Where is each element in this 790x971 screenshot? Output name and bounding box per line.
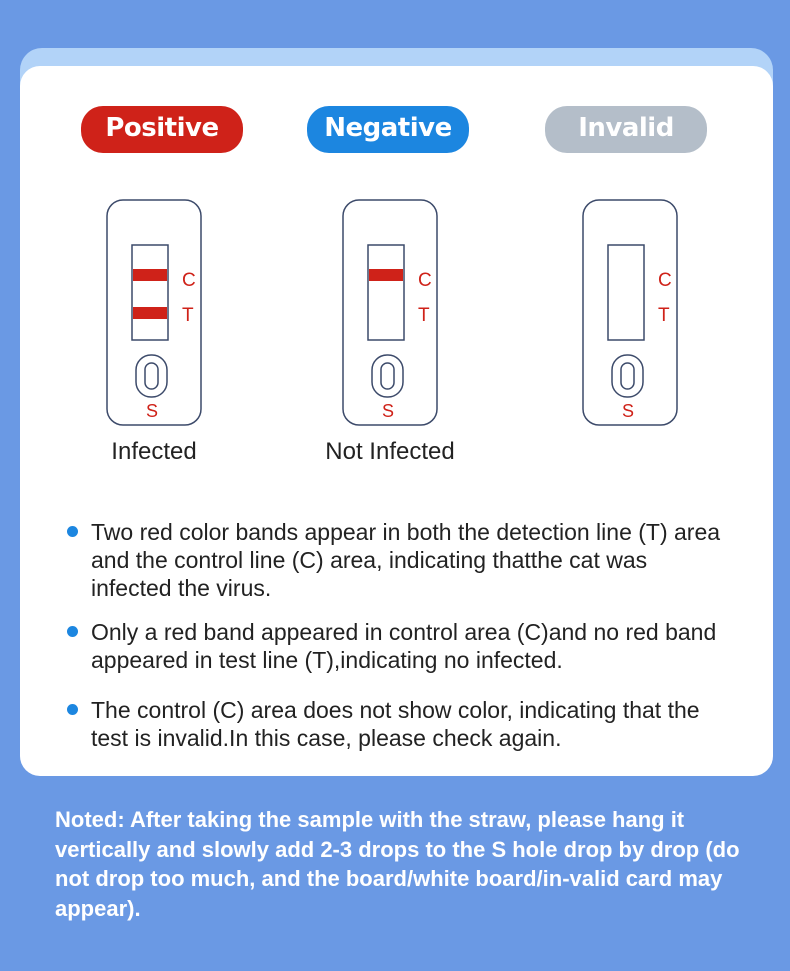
list-item — [91, 518, 731, 602]
sample-well-inner — [621, 363, 634, 389]
result-window — [368, 245, 404, 340]
explanation-list — [91, 518, 731, 768]
t-label: T — [418, 305, 430, 326]
result-badge-negative: Negative — [307, 106, 469, 153]
s-label: S — [381, 401, 395, 421]
note-text: Noted: After taking the sample with the straw, please hang it vertically and slowly add 2-3 drops to the S hole drop by drop (do not drop too much, and the board/white board/in-valid card may appear). — [55, 807, 740, 921]
c-label: C — [658, 270, 672, 291]
result-badge-invalid: Invalid — [545, 106, 707, 153]
result-window — [132, 245, 168, 340]
c-label: C — [418, 270, 432, 291]
list-item — [91, 618, 731, 674]
bullet-icon — [67, 704, 78, 715]
result-card — [20, 66, 773, 776]
sample-well-inner — [145, 363, 158, 389]
result-badge-positive: Positive — [81, 106, 243, 153]
t-label: T — [182, 305, 194, 326]
bullet-icon — [67, 626, 78, 637]
result-caption: Not Infected — [325, 438, 455, 465]
bullet-text: The control (C) area does not show color, indicating that the test is invalid.In this case, please check again. — [91, 697, 700, 751]
test-cassette — [106, 199, 202, 427]
s-label: S — [621, 401, 635, 421]
c-label: C — [182, 270, 196, 291]
test-band — [133, 307, 167, 319]
bullet-text: Only a red band appeared in control area (C)and no red band appeared in test line (T),indicating no infected. — [91, 619, 717, 673]
bullet-text: Two red color bands appear in both the detection line (T) area and the control line (C) area, indicating thatthe cat was infected the virus. — [91, 519, 721, 601]
s-label: S — [145, 401, 159, 421]
control-band — [133, 269, 167, 281]
control-band — [369, 269, 403, 281]
result-window — [608, 245, 644, 340]
sample-well-inner — [381, 363, 394, 389]
t-label: T — [658, 305, 670, 326]
test-cassette — [582, 199, 678, 427]
test-cassette — [342, 199, 438, 427]
bullet-icon — [67, 526, 78, 537]
result-caption: Infected — [111, 438, 197, 465]
list-item — [91, 696, 731, 752]
